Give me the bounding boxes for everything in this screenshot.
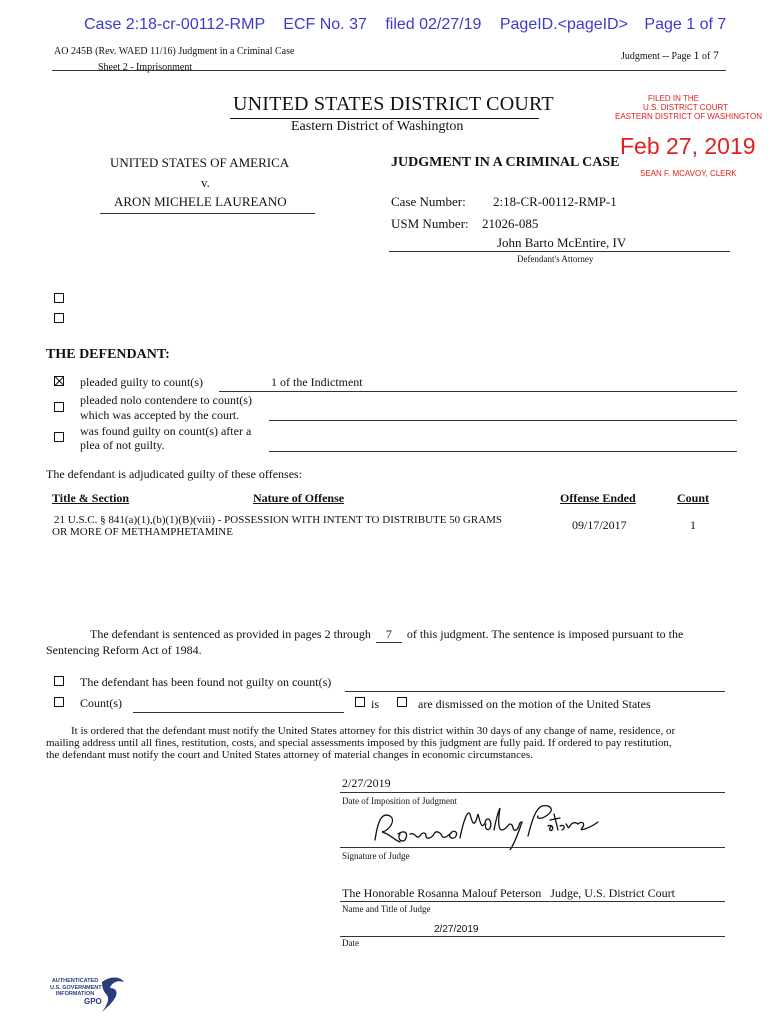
gpo-line2: U.S. GOVERNMENT: [50, 984, 102, 991]
eagle-icon: [98, 974, 128, 1014]
nolo-line: [269, 420, 737, 421]
form-number: AO 245B (Rev. WAED 11/16) Judgment in a Criminal Case: [54, 46, 295, 57]
offense-description-line1: 21 U.S.C. § 841(a)(1),(b)(1)(B)(viii) - POSSESSION WITH INTENT TO DISTRIBUTE 50 GRAMS: [54, 514, 503, 526]
pleaded-guilty-value: 1 of the Indictment: [271, 375, 363, 389]
is-label: is: [371, 697, 380, 711]
order-line1: It is ordered that the defendant must notify the United States attorney for this district within 30 days of any change of name, residence, or: [71, 725, 676, 737]
counts-label: Count(s): [80, 696, 122, 710]
counts-line: [133, 712, 344, 713]
amended-judgment-checkbox[interactable]: [54, 293, 64, 303]
versus: v.: [201, 175, 210, 190]
case-number-label: Case Number:: [391, 194, 466, 209]
col-title-section: Title & Section: [52, 491, 130, 505]
nolo-label-line1: pleaded nolo contendere to count(s): [80, 393, 252, 407]
correction-checkbox[interactable]: [54, 313, 64, 323]
page-number: 1: [693, 48, 700, 62]
clerk-name: SEAN F. MCAVOY, CLERK: [640, 169, 737, 178]
plaintiff: UNITED STATES OF AMERICA: [110, 155, 290, 170]
stamp-case: Case 2:18-cr-00112-RMP: [84, 16, 265, 33]
judge-name-rule: [340, 901, 725, 902]
imposition-date: 2/27/2019: [342, 776, 391, 790]
col-nature-offense: Nature of Offense: [253, 491, 345, 505]
found-guilty-line2: plea of not guilty.: [80, 438, 165, 452]
imposition-label: Date of Imposition of Judgment: [342, 796, 457, 806]
attorney-name: John Barto McEntire, IV: [497, 235, 627, 250]
page-total: 7: [712, 48, 719, 62]
order-line2: mailing address until all fines, restitution, costs, and special assessments imposed by this judgment are fully paid. If ordered to pay restitution,: [46, 737, 672, 749]
page-of: of: [702, 51, 711, 62]
usm-number: 21026-085: [482, 216, 539, 231]
gpo-line1: AUTHENTICATED: [51, 978, 99, 984]
offense-ended: 09/17/2017: [572, 518, 627, 532]
not-guilty-label: The defendant has been found not guilty on count(s): [80, 675, 332, 689]
sheet-label: Sheet 2 - Imprisonment: [98, 62, 193, 73]
case-number: 2:18-CR-00112-RMP-1: [493, 194, 617, 209]
signature-rule: [340, 847, 725, 848]
sentence-line2: Sentencing Reform Act of 1984.: [46, 643, 202, 657]
stamp-filed: filed 02/27/19: [385, 16, 482, 33]
filed-date: Feb 27, 2019: [620, 133, 756, 159]
sentence-text-a: The defendant is sentenced as provided in pages 2 through: [90, 627, 371, 641]
found-guilty-line1: was found guilty on count(s) after a: [80, 424, 252, 438]
stamp-page: Page 1 of 7: [644, 16, 727, 33]
order-line3: the defendant must notify the court and United States attorney of material changes in economic circumstances.: [46, 749, 533, 761]
header-rule: [52, 70, 726, 71]
are-label: are dismissed on the motion of the United States: [418, 697, 651, 711]
filed-stamp-line1: FILED IN THE: [648, 94, 699, 103]
judge-name-title: [342, 886, 675, 901]
court-district: Eastern District of Washington: [291, 119, 464, 134]
stamp-pageid: PageID.<pageID>: [499, 16, 628, 33]
signature-label: Signature of Judge: [342, 851, 410, 861]
defendant-name: ARON MICHELE LAUREANO: [114, 194, 287, 209]
not-guilty-line: [345, 691, 725, 692]
found-guilty-line: [269, 451, 737, 452]
nolo-contendere-checkbox[interactable]: [54, 402, 64, 412]
name-title-label: Name and Title of Judge: [342, 904, 431, 914]
found-guilty-checkbox[interactable]: [54, 432, 64, 442]
page-label: Judgment -- Page: [621, 51, 691, 62]
date-label: Date: [342, 938, 359, 948]
ecf-stamp: [84, 16, 726, 34]
judgment-title: JUDGMENT IN A CRIMINAL CASE: [391, 155, 620, 170]
imposition-rule: [340, 792, 725, 793]
filed-stamp-line3: EASTERN DISTRICT OF WASHINGTON: [615, 112, 762, 121]
usm-label: USM Number:: [391, 216, 469, 231]
pleaded-guilty-label: pleaded guilty to count(s): [80, 375, 203, 389]
attorney-label: Defendant's Attorney: [517, 254, 594, 264]
pleaded-guilty-checkbox[interactable]: [54, 376, 64, 386]
col-offense-ended: Offense Ended: [560, 491, 636, 505]
nolo-label-line2: which was accepted by the court.: [80, 408, 240, 422]
attorney-rule: [389, 251, 730, 252]
date-rule: [340, 936, 725, 937]
judge-name: The Honorable Rosanna Malouf Peterson: [342, 886, 542, 900]
filed-stamp-line2: U.S. DISTRICT COURT: [643, 103, 729, 112]
not-guilty-checkbox[interactable]: [54, 676, 64, 686]
judge-signature: [360, 800, 610, 850]
adjudicated-text: The defendant is adjudicated guilty of these offenses:: [46, 467, 303, 481]
is-checkbox[interactable]: [355, 697, 365, 707]
page-indicator: [621, 48, 719, 63]
offense-description-line2: OR MORE OF METHAMPHETAMINE: [52, 526, 233, 538]
offense-count: 1: [690, 518, 696, 532]
defendant-rule: [100, 213, 315, 214]
gpo-line3: INFORMATION: [55, 991, 95, 997]
gpo-mark: GPO: [84, 997, 102, 1006]
court-title: UNITED STATES DISTRICT COURT: [233, 93, 554, 115]
are-checkbox[interactable]: [397, 697, 407, 707]
sentence-line1: [90, 627, 683, 643]
stamp-ecf: ECF No. 37: [283, 16, 367, 33]
sentence-pages: 7: [376, 627, 402, 643]
defendant-heading: THE DEFENDANT:: [46, 347, 170, 362]
judge-title: Judge, U.S. District Court: [550, 886, 675, 900]
signature-date: 2/27/2019: [434, 924, 479, 935]
pleaded-guilty-line: [219, 391, 737, 392]
counts-dismissed-checkbox[interactable]: [54, 697, 64, 707]
sentence-text-b: of this judgment. The sentence is imposed pursuant to the: [406, 627, 684, 641]
col-count: Count: [677, 491, 710, 505]
